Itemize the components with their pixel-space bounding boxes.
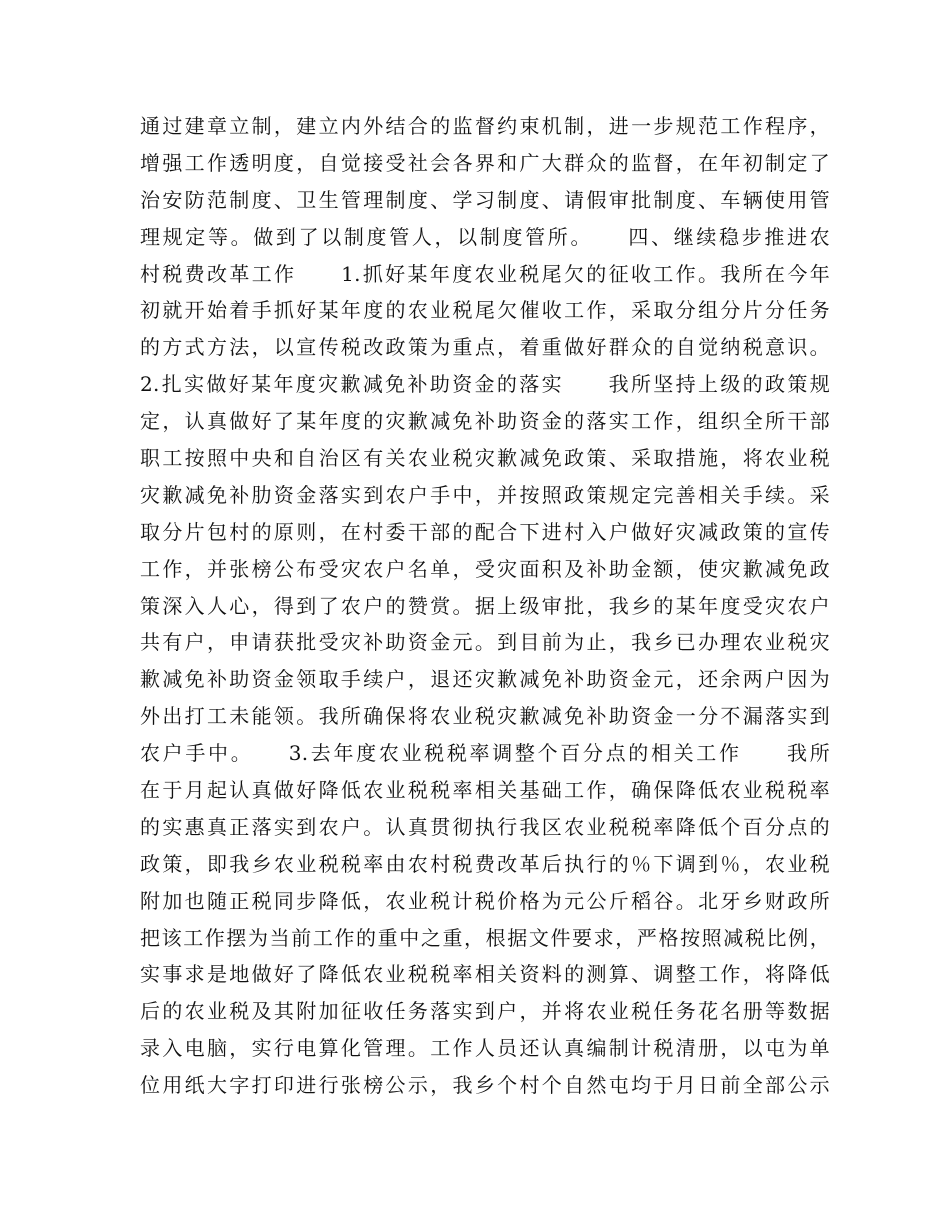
text-line: 农户手中。 3.去年度农业税税率调整个百分点的相关工作 我所 [140, 741, 830, 766]
text-line: 取分片包村的原则，在村委干部的配合下进村入户做好灾减政策的宣传 [140, 519, 830, 544]
text-line: 把该工作摆为当前工作的重中之重，根据文件要求，严格按照减税比例， [140, 925, 830, 950]
text-line: 职工按照中央和自治区有关农业税灾歉减免政策、采取措施，将农业税 [140, 446, 830, 471]
text-line: 2.扎实做好某年度灾歉减免补助资金的落实 我所坚持上级的政策规 [140, 372, 830, 397]
text-line: 在于月起认真做好降低农业税税率相关基础工作，确保降低农业税税率 [140, 778, 830, 803]
text-line: 灾歉减免补肋资金落实到农户手中，并按照政策规定完善相关手续。采 [140, 482, 830, 507]
text-line: 工作，并张榜公布受灾农户名单，受灾面积及补助金额，使灾歉减免政 [140, 556, 830, 581]
text-line: 录入电脑，实行电算化管理。工作人员还认真编制计税清册，以屯为单 [140, 1036, 830, 1061]
text-line: 政策，即我乡农业税税率由农村税费改革后执行的％下调到％，农业税 [140, 851, 830, 876]
text-line: 的实惠真正落实到农户。认真贯彻执行我区农业税税率降低个百分点的 [140, 814, 830, 839]
text-line: 增强工作透明度，自觉接受社会各界和广大群众的监督，在年初制定了 [140, 150, 830, 175]
body-text [140, 108, 830, 1104]
text-line: 治安防范制度、卫生管理制度、学习制度、请假审批制度、车辆使用管 [140, 187, 830, 212]
text-line: 后的农业税及其附加征收任务落实到户，并将农业税任务花名册等数据 [140, 999, 830, 1024]
text-line: 的方式方法，以宣传税改政策为重点，着重做好群众的自觉纳税意识。 [140, 335, 830, 360]
text-line: 歉减免补助资金领取手续户，退还灾歉减免补助资金元，还余两户因为 [140, 667, 830, 692]
text-line: 策深入人心，得到了农户的赞赏。据上级审批，我乡的某年度受灾农户 [140, 593, 830, 618]
text-line: 共有户，申请获批受灾补助资金元。到目前为止，我乡已办理农业税灾 [140, 630, 830, 655]
text-line: 实事求是地做好了降低农业税税率相关资料的测算、调整工作，将降低 [140, 962, 830, 987]
text-line: 位用纸大字打印进行张榜公示，我乡个村个自然屯均于月日前全部公示 [140, 1073, 830, 1098]
text-line: 村税费改革工作 1.抓好某年度农业税尾欠的征收工作。我所在今年 [140, 261, 830, 286]
text-line: 初就开始着手抓好某年度的农业税尾欠催收工作，采取分组分片分任务 [140, 298, 830, 323]
text-line: 外出打工未能领。我所确保将农业税灾歉减免补助资金一分不漏落实到 [140, 704, 830, 729]
text-line: 通过建章立制，建立内外结合的监督约束机制，进一步规范工作程序， [140, 114, 830, 138]
text-line: 附加也随正税同步降低，农业税计税价格为元公斤稻谷。北牙乡财政所 [140, 888, 830, 913]
text-line: 理规定等。做到了以制度管人，以制度管所。 四、继续稳步推进农 [140, 224, 830, 249]
text-line: 定，认真做好了某年度的灾歉减免补助资金的落实工作，组织全所干部 [140, 409, 830, 434]
